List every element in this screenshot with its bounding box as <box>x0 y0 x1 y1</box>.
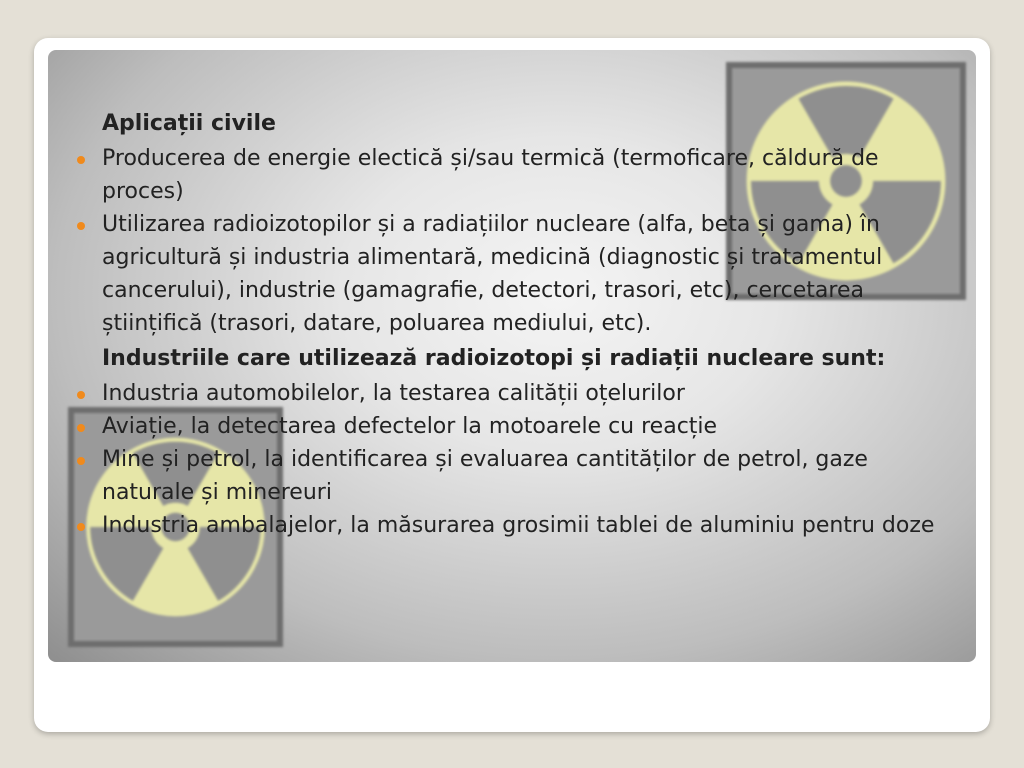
bullet-icon <box>77 424 85 432</box>
list-item <box>48 509 976 542</box>
list-item-text: Producerea de energie electică și/sau termică (termoficare, căldură de proces) <box>102 146 879 204</box>
list-item <box>48 142 976 208</box>
bullet-icon <box>77 391 85 399</box>
content-panel <box>48 50 976 662</box>
bullet-icon <box>77 523 85 531</box>
slide-body <box>48 105 976 542</box>
list-item <box>48 443 976 509</box>
list-item-text: Industria ambalajelor, la măsurarea grosimii tablei de aluminiu pentru doze <box>102 513 935 538</box>
list-item-text: Aviație, la detectarea defectelor la motoarele cu reacție <box>102 414 718 439</box>
list-item-text: Utilizarea radioizotopilor și a radiațiilor nucleare (alfa, beta și gama) în agricultură și industria alimentară, medicină (diagnostic și tratamentul cancerului), industrie (gamagrafie, detectori, trasori, etc), cercetarea științifică (trasori, datare, poluarea mediului, etc). <box>102 212 883 336</box>
list-item <box>48 410 976 443</box>
list-item <box>48 377 976 410</box>
list-item <box>48 208 976 340</box>
heading-civil-applications: Aplicații civile <box>102 111 276 136</box>
bullet-icon <box>77 156 85 164</box>
list-item-text: Mine și petrol, la identificarea și evaluarea cantităților de petrol, gaze naturale și minereuri <box>102 447 868 505</box>
bullet-icon <box>77 222 85 230</box>
bullet-icon <box>77 457 85 465</box>
heading-industries: Industriile care utilizează radioizotopi și radiații nucleare sunt: <box>102 346 886 371</box>
list-item-text: Industria automobilelor, la testarea calității oțelurilor <box>102 381 685 406</box>
